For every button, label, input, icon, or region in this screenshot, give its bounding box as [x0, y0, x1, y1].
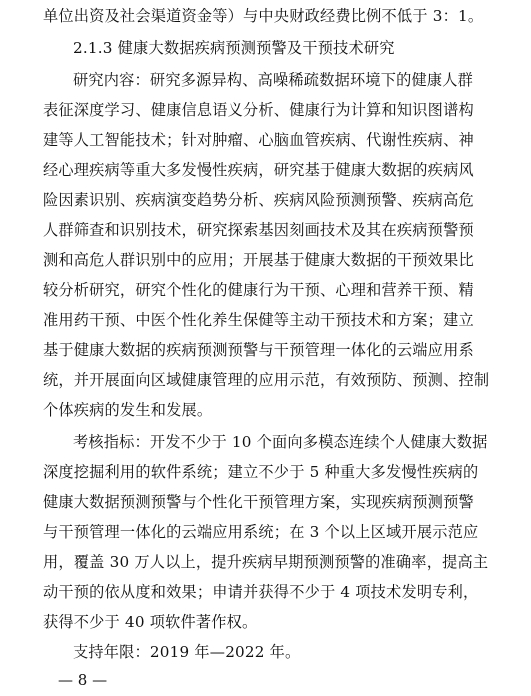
paragraph-line: 与干预管理一体化的云端应用系统；在 3 个以上区域开展示范应	[43, 523, 479, 541]
paragraph-line: 经心理疾病等重大多发慢性疾病，研究基于健康大数据的疾病风	[43, 161, 474, 179]
paragraph-line: 准用药干预、中医个性化养生保健等主动干预技术和方案；建立	[43, 311, 474, 329]
paragraph-line: 用，覆盖 30 万人以上，提升疾病早期预测预警的准确率，提高主	[43, 553, 489, 571]
paragraph-line: 深度挖掘利用的软件系统；建立不少于 5 种重大多发慢性疾病的	[43, 463, 479, 481]
paragraph-line: 考核指标：开发不少于 10 个面向多模态连续个人健康大数据	[73, 433, 488, 451]
paragraph-line: 测和高危人群识别中的应用；开展基于健康大数据的干预效果比	[43, 251, 474, 269]
paragraph-line: 建等人工智能技术；针对肿瘤、心脑血管疾病、代谢性疾病、神	[43, 131, 474, 149]
paragraph-line: 动干预的依从度和效果；申请并获得不少于 4 项技术发明专利，	[43, 583, 479, 601]
paragraph-line: 研究内容：研究多源异构、高噪稀疏数据环境下的健康人群	[73, 71, 474, 89]
paragraph-line: 险因素识别、疾病演变趋势分析、疾病风险预测预警、疾病高危	[43, 191, 474, 209]
intro-text-line: 单位出资及社会渠道资金等）与中央财政经费比例不低于 3：1。	[43, 7, 484, 25]
paragraph-line: 人群筛查和识别技术，研究探索基因刻画技术及其在疾病预警预	[43, 221, 474, 239]
paragraph-line: 个体疾病的发生和发展。	[43, 401, 213, 419]
page-number: — 8 —	[58, 671, 108, 689]
paragraph-line: 基于健康大数据的疾病预测预警与干预管理一体化的云端应用系	[43, 341, 474, 359]
paragraph-line: 表征深度学习、健康信息语义分析、健康行为计算和知识图谱构	[43, 101, 474, 119]
paragraph-line: 获得不少于 40 项软件著作权。	[43, 613, 258, 631]
support-period-line: 支持年限：2019 年—2022 年。	[73, 643, 301, 661]
section-heading: 2.1.3 健康大数据疾病预测预警及干预技术研究	[73, 39, 395, 57]
paragraph-line: 统，并开展面向区域健康管理的应用示范，有效预防、预测、控制	[43, 371, 490, 389]
paragraph-line: 健康大数据预测预警与个性化干预管理方案，实现疾病预测预警	[43, 493, 474, 511]
paragraph-line: 较分析研究，研究个性化的健康行为干预、心理和营养干预、精	[43, 281, 474, 299]
